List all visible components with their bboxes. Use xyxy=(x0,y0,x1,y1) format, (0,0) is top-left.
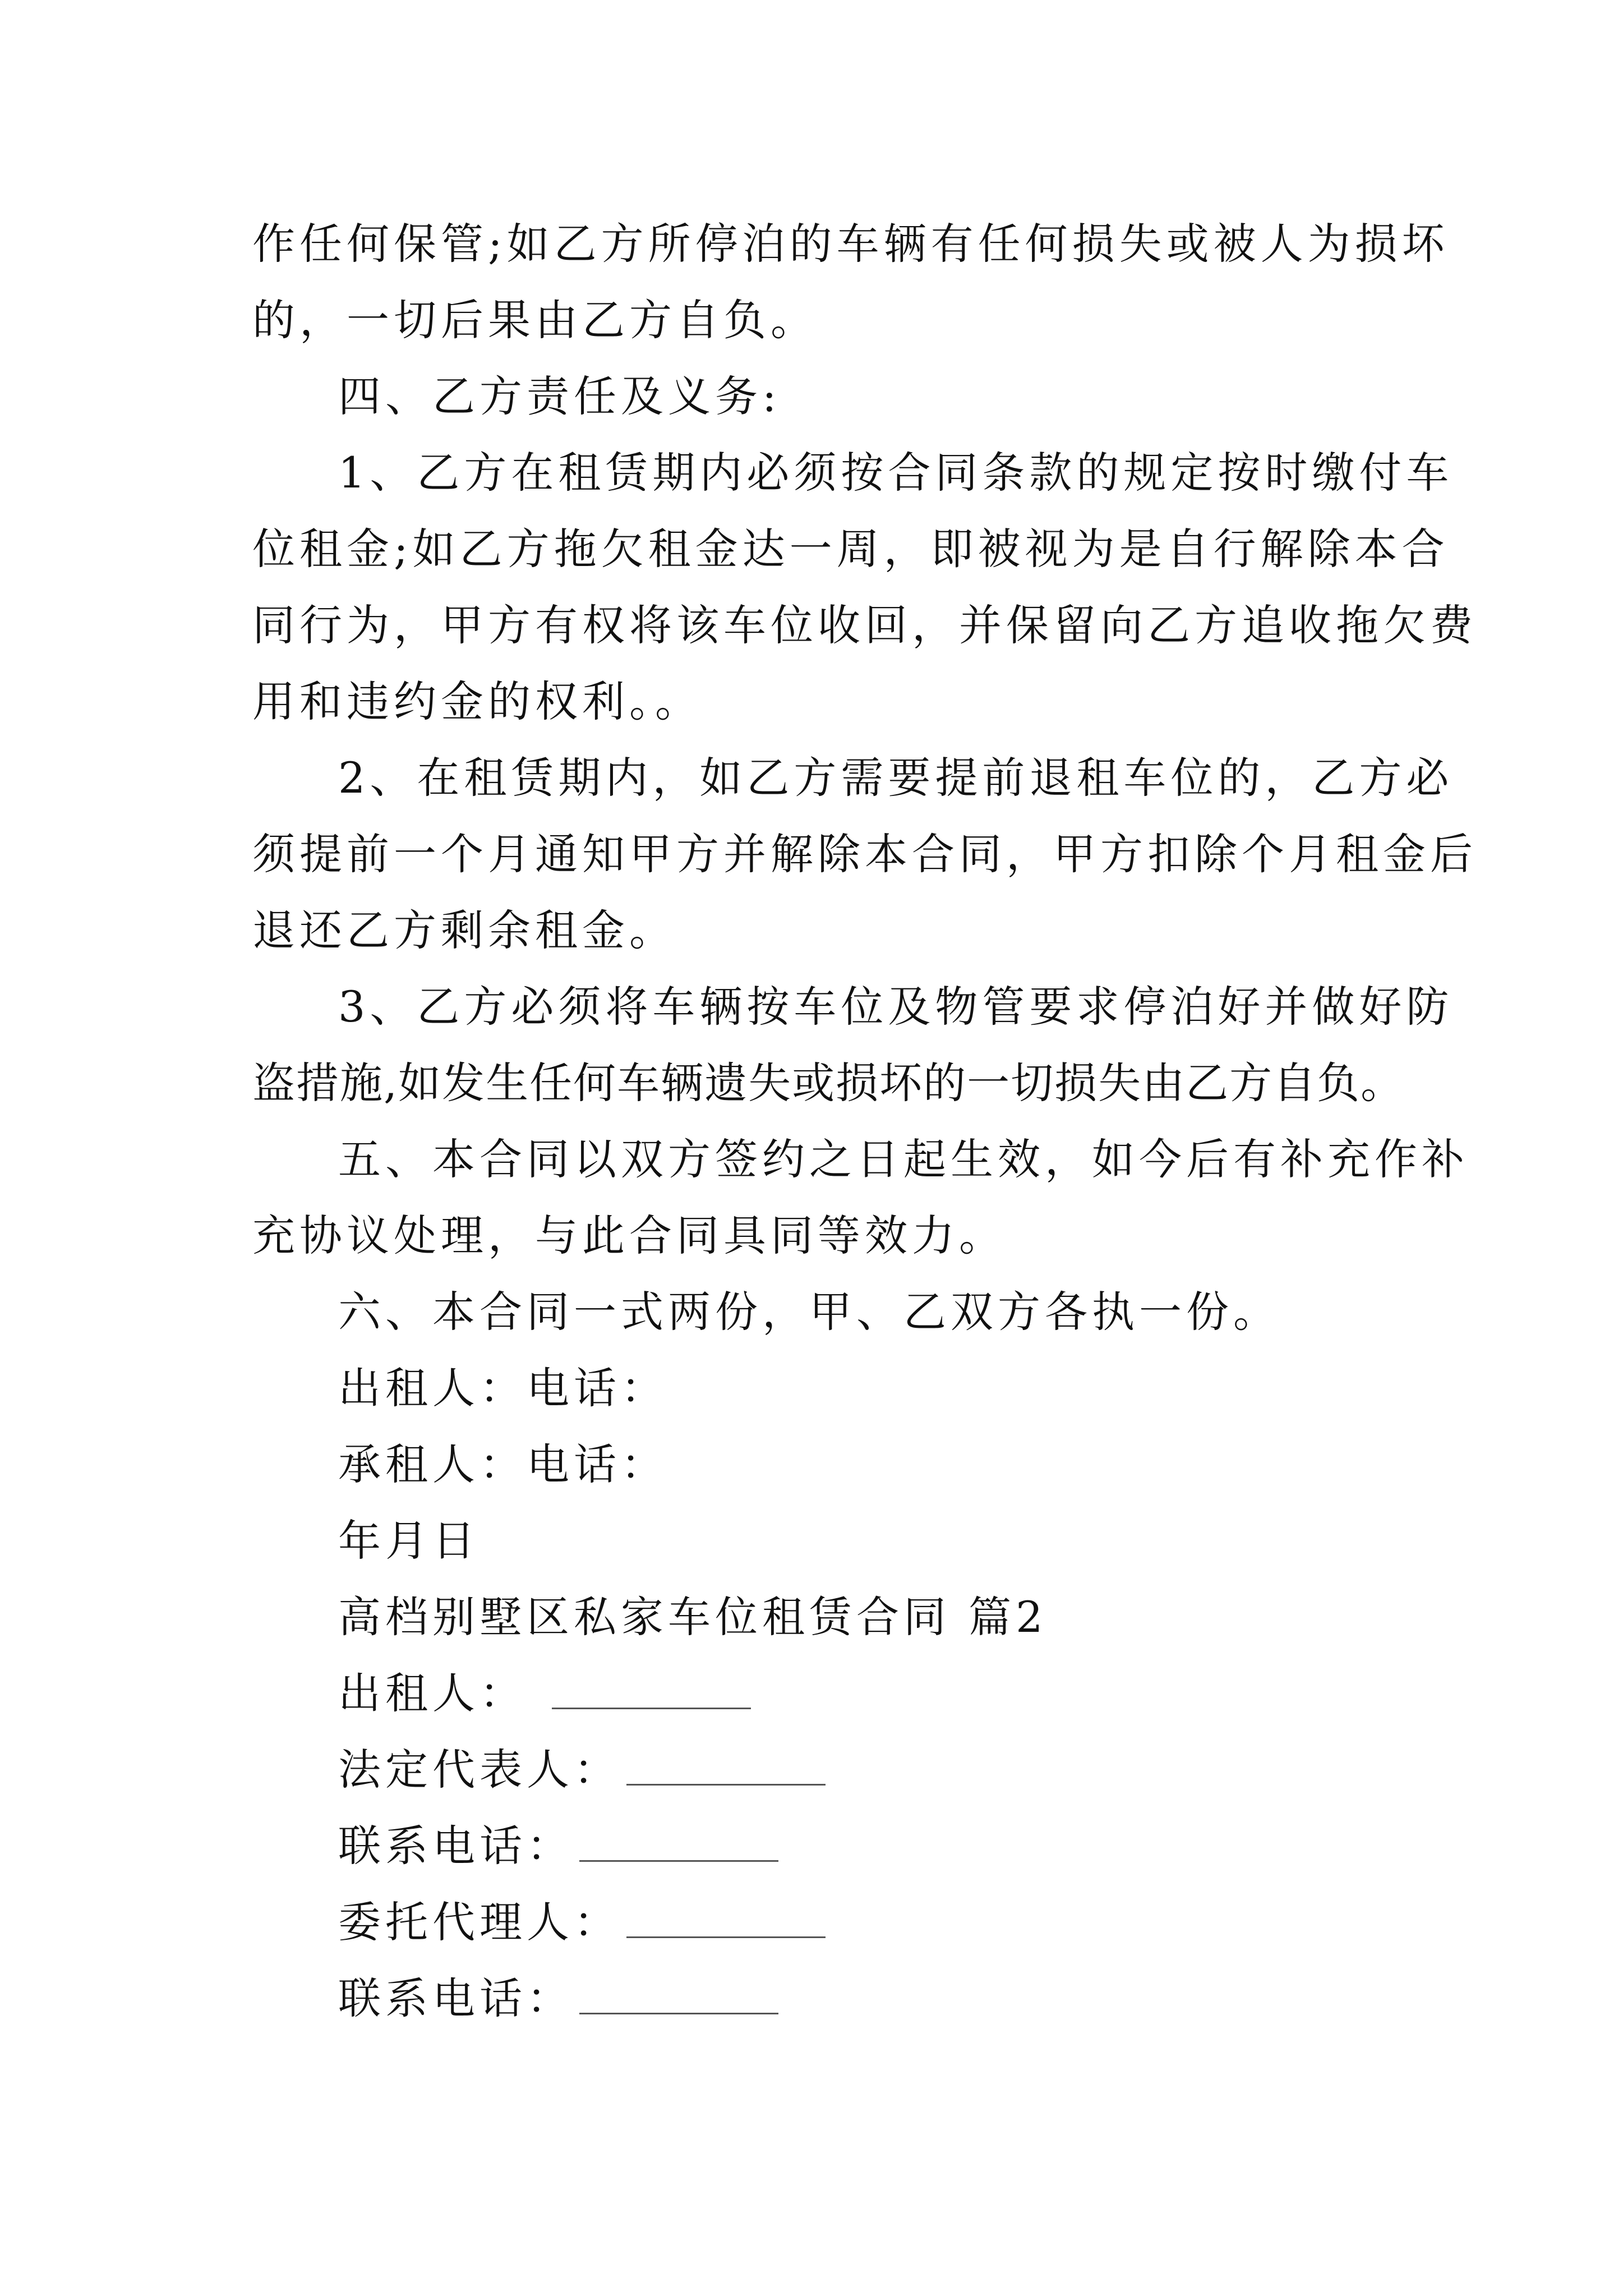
field-label: 委托代理人： xyxy=(338,1897,621,1947)
paragraph-line: 须提前一个月通知甲方并解除本合同，甲方扣除个月租金后 xyxy=(252,829,1477,879)
paragraph-line: 盗措施,如发生任何车辆遗失或损坏的一切损失由乙方自负。 xyxy=(252,1058,1405,1108)
fill-blank[interactable] xyxy=(626,1934,826,1938)
fill-blank[interactable] xyxy=(626,1782,826,1786)
field-label: 法定代表人： xyxy=(338,1745,621,1795)
paragraph-line: 六、本合同一式两份，甲、乙双方各执一份。 xyxy=(338,1287,1280,1337)
section-title: 高档别墅区私家车位租赁合同 篇2 xyxy=(338,1592,1048,1642)
paragraph-line: 五、本合同以双方签约之日起生效，如今后有补充作补 xyxy=(338,1134,1469,1184)
paragraph-line: 2、在租赁期内，如乙方需要提前退租车位的，乙方必 xyxy=(338,753,1454,803)
paragraph-line: 的，一切后果由乙方自负。 xyxy=(252,295,818,345)
field-label: 联系电话： xyxy=(338,1973,574,2023)
form-field-phone xyxy=(338,1971,778,2027)
field-label: 联系电话： xyxy=(338,1821,574,1871)
fill-blank[interactable] xyxy=(552,1705,751,1709)
date-line: 年月日 xyxy=(338,1516,479,1566)
form-field-agent xyxy=(338,1894,826,1950)
section-heading: 四、乙方责任及义务: xyxy=(338,371,781,421)
form-field-legal-representative xyxy=(338,1742,826,1798)
paragraph-line: 充协议处理，与此合同具同等效力。 xyxy=(252,1211,1006,1260)
paragraph-line: 作任何保管;如乙方所停泊的车辆有任何损失或被人为损坏 xyxy=(252,219,1449,269)
paragraph-line: 同行为，甲方有权将该车位收回，并保留向乙方追收拖欠费 xyxy=(252,600,1477,650)
paragraph-line: 退还乙方剩余租金。 xyxy=(252,905,676,955)
fill-blank[interactable] xyxy=(579,1858,778,1862)
form-field-lessor xyxy=(338,1665,751,1722)
paragraph-line: 用和违约金的权利。。 xyxy=(252,677,702,726)
paragraph-line: 位租金;如乙方拖欠租金达一周，即被视为是自行解除本合 xyxy=(252,524,1449,574)
fill-blank[interactable] xyxy=(579,2010,778,2014)
field-label: 出租人： xyxy=(338,1668,527,1718)
signature-line-lessor: 出租人：电话： xyxy=(338,1363,668,1413)
signature-line-lessee: 承租人：电话： xyxy=(338,1439,668,1489)
paragraph-line: 1、乙方在租赁期内必须按合同条款的规定按时缴付车 xyxy=(338,448,1454,498)
form-field-phone xyxy=(338,1818,778,1874)
paragraph-line: 3、乙方必须将车辆按车位及物管要求停泊好并做好防 xyxy=(338,982,1454,1032)
